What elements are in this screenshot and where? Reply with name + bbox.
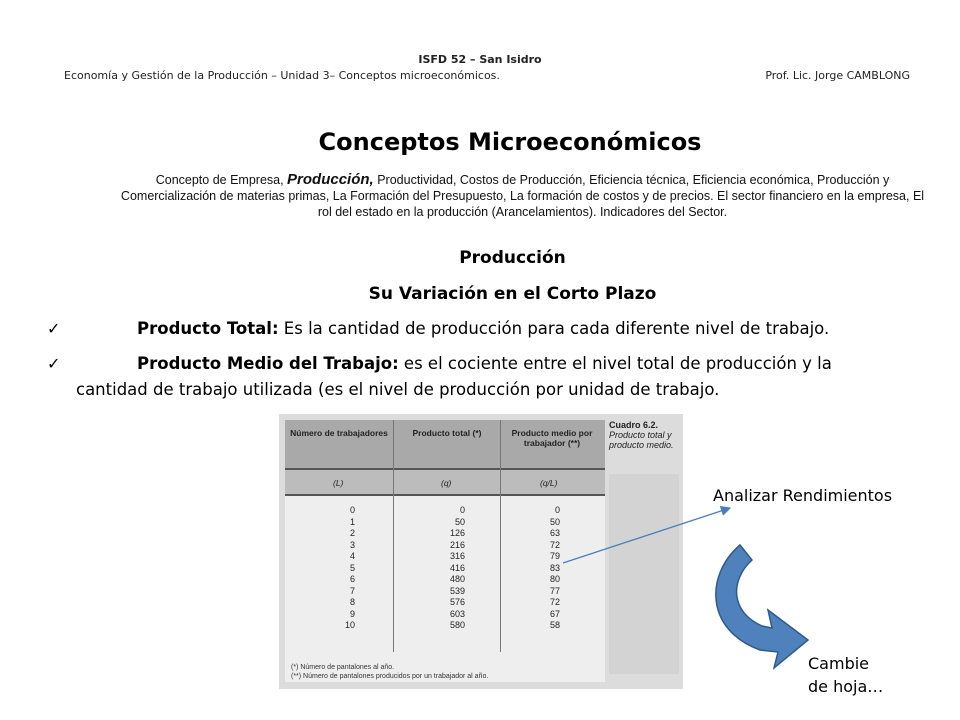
slide-title: Conceptos Microeconómicos [318, 128, 702, 156]
curved-arrow-icon [716, 545, 808, 668]
table-cell-workers: 2 [349, 528, 355, 538]
footnote-2: (**) Número de pantalones producidos por un trabajador al año. [291, 673, 489, 680]
table-cell-average: 72 [549, 539, 560, 550]
table-cell-total: 316 [449, 551, 465, 561]
course-header: Economía y Gestión de la Producción – Unidad 3– Conceptos microeconómicos. [64, 69, 500, 82]
table-cell-workers: 7 [349, 585, 355, 596]
table-cell-total: 416 [449, 562, 465, 573]
table-cell-average: 80 [549, 574, 560, 584]
bullet-term: Producto Total: [137, 319, 279, 338]
table-cell-total: 603 [449, 608, 465, 619]
header-workers: Número de trabajadores [290, 428, 388, 438]
table-cell-workers: 6 [349, 574, 355, 584]
table-cell-average: 50 [549, 516, 560, 527]
professor-header: Prof. Lic. Jorge CAMBLONG [765, 69, 910, 82]
table-cell-average: 63 [549, 528, 560, 538]
table-cell-workers: 10 [344, 620, 355, 630]
table-cell-average: 67 [549, 608, 560, 619]
symbol-average: (q/L) [540, 478, 558, 488]
footnote-1: (*) Número de pantalones al año. [291, 664, 395, 671]
pointer-arrow-icon [563, 508, 730, 563]
table-cell-average: 58 [549, 620, 560, 630]
table-cell-total: 576 [449, 597, 465, 607]
symbol-total: (q) [441, 478, 452, 488]
caption-title: Producto total y producto medio. [609, 430, 674, 450]
table-cell-average: 77 [549, 585, 560, 596]
section-subheading: Su Variación en el Corto Plazo [368, 284, 657, 304]
table-cell-average: 72 [549, 597, 560, 607]
section-heading: Producción [459, 248, 566, 268]
next-line-1: Cambie [808, 654, 870, 673]
table-cell-total: 480 [449, 574, 465, 584]
header-total: Producto total (*) [412, 428, 482, 438]
table-cell-workers: 3 [349, 539, 355, 550]
bullet-definition: Es la cantidad de producción para cada diferente nivel de trabajo. [278, 319, 830, 338]
topics-after: Productividad, Costos de Producción, Eficiencia técnica, Eficiencia económica, Producción y Comercialización de materias primas, La Formación del Presupuesto, La formación de costos y de precios. El sector financiero en la empresa, El rol del estado en la producción (Arancelamientos). Indicadores del Sector. [120, 173, 925, 219]
table-cell-total: 580 [449, 620, 465, 630]
table-cell-workers: 0 [349, 505, 355, 515]
symbol-workers: (L) [333, 478, 344, 488]
table-cell-average: 79 [549, 551, 560, 561]
table-cell-workers: 4 [349, 551, 355, 561]
bullet-term: Producto Medio del Trabajo: [137, 354, 399, 373]
topics-emphasis: Producción, [287, 171, 374, 188]
table-cell-average: 83 [549, 562, 560, 573]
table-cell-workers: 8 [349, 597, 355, 607]
table-cell-total: 126 [449, 528, 465, 538]
check-icon: ✓ [47, 354, 61, 373]
analyze-yields-note: Analizar Rendimientos [713, 486, 893, 505]
table-cell-workers: 1 [349, 516, 355, 527]
bullet-definition: es el cociente entre el nivel total de producción y la [398, 354, 832, 373]
table-cell-workers: 5 [349, 562, 355, 573]
header-average: Producto medio por trabajador (**) [511, 428, 593, 448]
table-cell-workers: 9 [349, 608, 355, 619]
caption-number: Cuadro 6.2. [609, 420, 659, 430]
table-cell-total: 50 [454, 516, 465, 527]
table-cell-total: 0 [459, 505, 465, 515]
table-cell-total: 216 [449, 539, 465, 550]
bullet-definition-continued: cantidad de trabajo utilizada (es el nivel de producción por unidad de trabajo. [76, 380, 720, 399]
check-icon: ✓ [47, 319, 61, 338]
next-line-2: de hoja… [808, 677, 884, 696]
topics-before: Concepto de Empresa, [155, 173, 288, 187]
table-cell-total: 539 [449, 585, 465, 596]
table-cell-average: 0 [554, 505, 560, 515]
institution-header: ISFD 52 – San Isidro [418, 53, 542, 66]
